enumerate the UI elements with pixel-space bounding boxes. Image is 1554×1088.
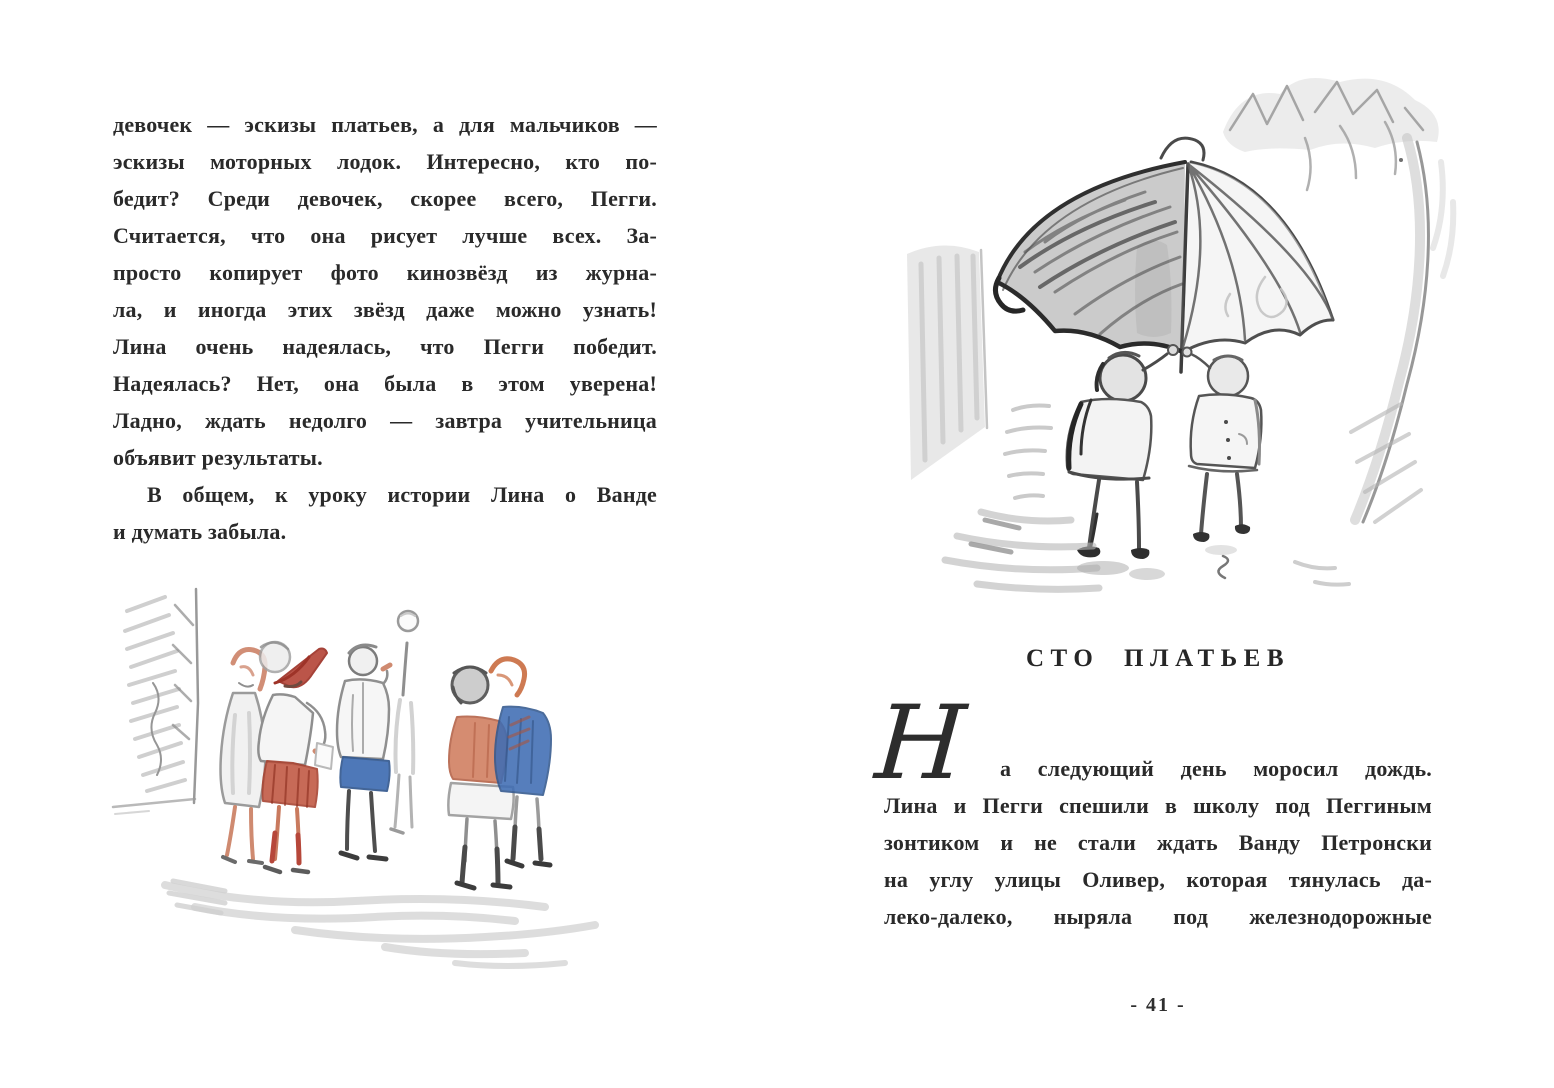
figure-girl-blue-dress [491, 659, 551, 866]
right-child-sketch [1183, 348, 1262, 579]
left-page-text [113, 106, 657, 550]
figure-girl-red-hat [258, 649, 333, 873]
children-group-illustration [95, 585, 660, 970]
umbrella-illustration [885, 42, 1480, 602]
tree-trunk-sketch [1351, 138, 1453, 522]
text-line: Считается, что она рисует лучше всех. За- [113, 223, 657, 248]
page-number: - 41 - [1130, 994, 1186, 1016]
text-line: ла, и иногда этих звёзд даже можно узнать! [113, 297, 657, 322]
wall-post-sketch [907, 245, 987, 480]
text-line: просто копирует фото кинозвёзд из журна- [113, 260, 657, 285]
text-line: Ладно, ждать недолго — завтра учительница [113, 408, 657, 433]
text-line: эскизы моторных лодок. Интересно, кто по- [113, 149, 657, 174]
text-line: В общем, к уроку истории Лина о Ванде [147, 482, 657, 507]
chapter-title: СТО ПЛАТЬЕВ [1025, 645, 1291, 672]
ground-shadow [165, 881, 595, 966]
umbrella-sketch [995, 138, 1333, 372]
right-page-text [884, 750, 1432, 935]
text-line: бедит? Среди девочек, скорее всего, Пегги. [113, 186, 657, 211]
text-line: Надеялась? Нет, она была в этом уверена! [113, 371, 657, 396]
text-line: и думать забыла. [113, 519, 287, 544]
right-page-lines [884, 787, 1432, 935]
text-line: леко-далеко, ныряла под железнодорожные [884, 904, 1432, 929]
text-line: Лина очень надеялась, что Пегги победит. [113, 334, 657, 359]
wall-sketch [113, 589, 198, 814]
figure-head-behind [260, 642, 290, 672]
drop-cap-letter: Н [871, 684, 970, 803]
text-line: а следующий день моросил дождь. [1000, 756, 1432, 781]
figure-center-kid-blue [337, 645, 390, 859]
text-line: Лина и Пегги спешили в школу под Пеггиным [884, 793, 1432, 818]
text-line: зонтиком и не стали ждать Ванду Петронски [884, 830, 1432, 855]
text-line: на углу улицы Оливер, которая тянулась да- [884, 867, 1432, 892]
text-line: девочек — эскизы платьев, а для мальчиков — [113, 112, 657, 137]
text-line: объявит результаты. [113, 445, 323, 470]
left-child-sketch [1067, 345, 1178, 559]
figure-raised-arm-kid [391, 611, 418, 833]
